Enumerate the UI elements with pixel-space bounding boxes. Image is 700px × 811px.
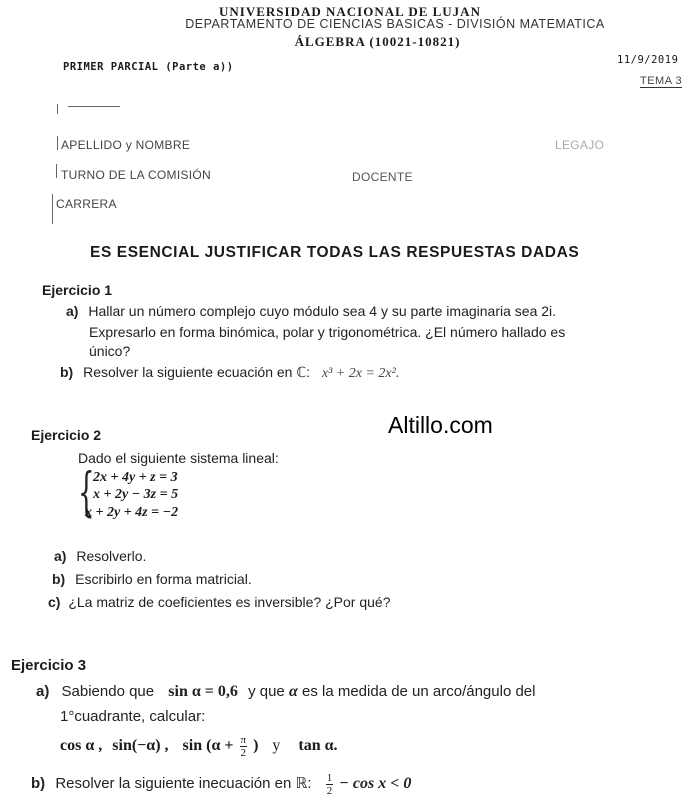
exercise-2-intro: Dado el siguiente sistema lineal:	[78, 450, 279, 466]
carrera-field-label: CARRERA	[56, 197, 117, 211]
conjunction: y	[272, 737, 281, 755]
exercise-3a-line2: 1°cuadrante, calcular:	[60, 708, 206, 725]
form-margin-mark	[52, 194, 53, 224]
exercise-1a-line1: Hallar un número complejo cuyo módulo sea 4 y su parte imaginaria sea 2i.	[88, 303, 557, 319]
sine-value: sin α = 0,6	[168, 683, 238, 700]
sin-shift-close: )	[253, 737, 259, 755]
exercise-3a-line1	[36, 683, 535, 701]
exercise-2a-text: Resolverlo.	[76, 548, 147, 564]
exercise-3b-text: Resolver la siguiente inecuación en ℝ:	[55, 775, 312, 793]
item-label: a)	[66, 303, 79, 319]
exercise-2b-text: Escribirlo en forma matricial.	[75, 571, 252, 587]
alpha-symbol: α	[288, 683, 298, 700]
system-equation-2: x + 2y − 3z = 5	[93, 487, 179, 502]
item-label: b)	[52, 571, 66, 587]
department-name: DEPARTAMENTO DE CIENCIAS BASICAS - DIVISIÓN MATEMATICA	[185, 17, 605, 31]
exercise-1-title: Ejercicio 1	[42, 282, 113, 298]
pi-over-two-fraction	[240, 734, 248, 759]
instruction-heading: ES ESENCIAL JUSTIFICAR TODAS LAS RESPUESTAS DADAS	[90, 244, 580, 261]
exercise-1b-equation: x³ + 2x = 2x².	[321, 366, 400, 381]
university-name: UNIVERSIDAD NACIONAL DE LUJAN	[219, 4, 481, 19]
form-top-line	[68, 106, 120, 107]
watermark-text: Altillo.com	[388, 412, 493, 438]
tan-alpha: tan α.	[298, 737, 338, 755]
form-margin-mark	[56, 164, 57, 178]
legajo-field-label: LEGAJO	[555, 138, 605, 152]
sine-value-expression	[168, 683, 238, 700]
cos-alpha: cos α ,	[60, 737, 103, 755]
system-equation-3: x + 2y + 4z = −2	[85, 505, 179, 520]
one-half-fraction	[326, 772, 334, 797]
exercise-1a-line3: único?	[89, 343, 131, 359]
exercise-3b	[31, 772, 411, 797]
tema-label: TEMA 3	[640, 75, 683, 87]
name-field-label: APELLIDO y NOMBRE	[61, 138, 191, 152]
item-label: b)	[60, 364, 74, 380]
inequality-rest: − cos x < 0	[339, 775, 412, 793]
sin-shift: sin	[182, 737, 203, 755]
exercise-1b-text: Resolver la siguiente ecuación en ℂ:	[83, 364, 311, 380]
exercise-3-title: Ejercicio 3	[11, 657, 87, 674]
exercise-1a	[66, 303, 556, 319]
sin-neg-alpha: sin(−α) ,	[112, 737, 169, 755]
inequality	[324, 772, 412, 797]
item-label: a)	[54, 548, 67, 564]
exercise-2a	[54, 548, 146, 564]
exercise-1a-line2: Expresarlo en forma binómica, polar y trigonométrica. ¿El número hallado es	[89, 324, 566, 340]
sin-shift-open: (α +	[206, 737, 234, 755]
exam-title: PRIMER PARCIAL (Parte a))	[63, 61, 234, 73]
item-label: a)	[36, 683, 50, 700]
exercise-2c	[48, 594, 391, 610]
docente-field-label: DOCENTE	[352, 170, 413, 184]
exercise-2c-text: ¿La matriz de coeficientes es inversible? ¿Por qué?	[68, 594, 391, 610]
item-label: c)	[48, 594, 61, 610]
exercise-3a-text: y que	[248, 683, 285, 700]
exercise-2-title: Ejercicio 2	[31, 427, 102, 443]
exercise-1b	[60, 364, 399, 382]
trig-expressions	[60, 734, 338, 759]
item-label: b)	[31, 775, 46, 793]
exam-date: 11/9/2019	[617, 54, 679, 66]
exercise-2b	[52, 571, 252, 587]
course-title: ÁLGEBRA (10021-10821)	[294, 34, 461, 49]
fraction-numerator: π	[240, 734, 247, 746]
fraction-denominator: 2	[326, 785, 333, 797]
system-brace: {	[78, 463, 95, 523]
system-equation-1: 2x + 4y + z = 3	[93, 470, 178, 485]
form-margin-mark	[57, 136, 58, 150]
exercise-3a-text: es la medida de un arco/ángulo del	[301, 683, 536, 700]
fraction-denominator: 2	[240, 747, 247, 759]
exercise-3a-text: Sabiendo que	[61, 683, 155, 700]
form-margin-mark	[57, 104, 58, 114]
turno-field-label: TURNO DE LA COMISIÓN	[61, 168, 212, 182]
fraction-numerator: 1	[326, 772, 333, 784]
